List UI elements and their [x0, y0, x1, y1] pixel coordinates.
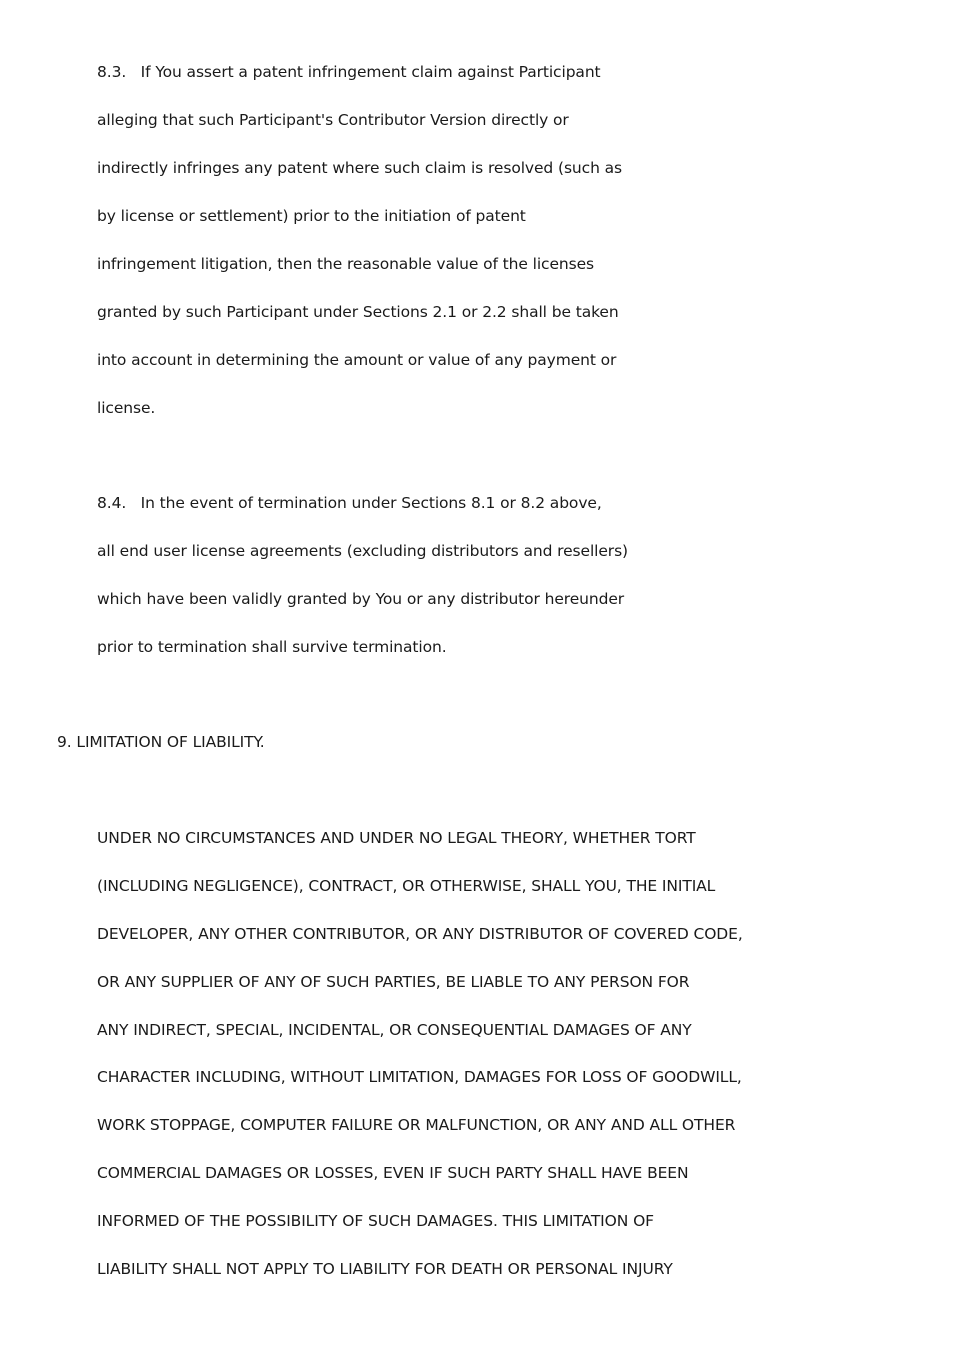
text-line: DEVELOPER, ANY OTHER CONTRIBUTOR, OR ANY DISTRIBUTOR OF COVERED CODE, — [97, 925, 743, 943]
text-line: prior to termination shall survive termination. — [97, 638, 447, 656]
text-line: 8.3. If You assert a patent infringement claim against Participant — [97, 63, 601, 81]
text-line: UNDER NO CIRCUMSTANCES AND UNDER NO LEGAL THEORY, WHETHER TORT — [97, 829, 696, 847]
text-line: LIABILITY SHALL NOT APPLY TO LIABILITY FOR DEATH OR PERSONAL INJURY — [97, 1260, 673, 1278]
text-line: 8.4. In the event of termination under Sections 8.1 or 8.2 above, — [97, 494, 602, 512]
text-line: WORK STOPPAGE, COMPUTER FAILURE OR MALFUNCTION, OR ANY AND ALL OTHER — [97, 1116, 736, 1134]
text-line: granted by such Participant under Sections 2.1 or 2.2 shall be taken — [97, 303, 619, 321]
text-line: (INCLUDING NEGLIGENCE), CONTRACT, OR OTHERWISE, SHALL YOU, THE INITIAL — [97, 877, 716, 895]
section-heading: 9. LIMITATION OF LIABILITY. — [57, 733, 265, 751]
text-line: INFORMED OF THE POSSIBILITY OF SUCH DAMAGES. THIS LIMITATION OF — [97, 1212, 654, 1230]
text-line: all end user license agreements (excluding distributors and resellers) — [97, 542, 628, 560]
text-line: COMMERCIAL DAMAGES OR LOSSES, EVEN IF SUCH PARTY SHALL HAVE BEEN — [97, 1164, 689, 1182]
text-line: license. — [97, 399, 156, 417]
text-line: OR ANY SUPPLIER OF ANY OF SUCH PARTIES, BE LIABLE TO ANY PERSON FOR — [97, 973, 690, 991]
text-line: indirectly infringes any patent where such claim is resolved (such as — [97, 159, 622, 177]
text-line: alleging that such Participant's Contributor Version directly or — [97, 111, 569, 129]
text-line: infringement litigation, then the reasonable value of the licenses — [97, 255, 594, 273]
text-line: CHARACTER INCLUDING, WITHOUT LIMITATION, DAMAGES FOR LOSS OF GOODWILL, — [97, 1068, 742, 1086]
text-line: ANY INDIRECT, SPECIAL, INCIDENTAL, OR CONSEQUENTIAL DAMAGES OF ANY — [97, 1021, 692, 1039]
text-line: by license or settlement) prior to the initiation of patent — [97, 207, 526, 225]
text-line: which have been validly granted by You or any distributor hereunder — [97, 590, 625, 608]
text-line: into account in determining the amount or value of any payment or — [97, 351, 617, 369]
